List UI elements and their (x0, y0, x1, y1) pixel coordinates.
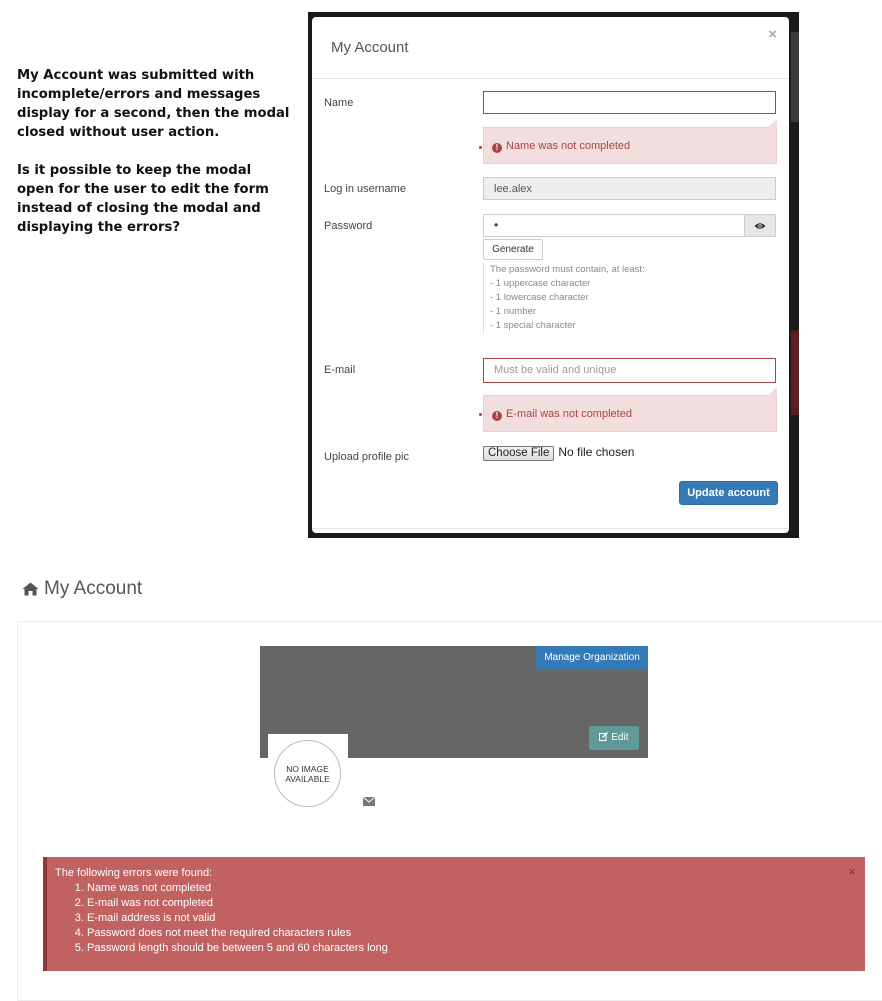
note-paragraph-1: My Account was submitted with incomplete/errors and messages display for a second, then the modal closed without user action. (17, 68, 290, 140)
error-item: 1. Name was not completed (87, 881, 865, 896)
email-label: E-mail (324, 364, 356, 376)
name-error-text: Name was not completed (506, 140, 631, 152)
modal-header (312, 17, 789, 79)
backdrop-strip (791, 32, 799, 122)
email-error-message (483, 395, 777, 432)
edit-label: Edit (611, 732, 629, 743)
modal-screenshot (308, 12, 799, 538)
error-bullet (479, 413, 482, 416)
file-upload-control (483, 445, 634, 461)
error-list (55, 881, 865, 956)
name-input[interactable] (483, 91, 776, 114)
page-title-text: My Account (44, 578, 143, 599)
name-error-message (483, 127, 777, 164)
toggle-password-visibility-button[interactable] (744, 214, 776, 237)
password-rule: - 1 lowercase character (490, 292, 589, 303)
error-alert (43, 857, 865, 971)
my-account-modal (312, 17, 789, 533)
password-rule: - 1 uppercase character (490, 278, 591, 289)
alert-title: The following errors were found: (55, 867, 213, 879)
error-item: 4. Password does not meet the required characters rules (87, 926, 865, 941)
note-paragraph-2: Is it possible to keep the modal open for the user to edit the form instead of closing the modal and displaying the errors? (17, 163, 269, 235)
envelope-icon[interactable] (363, 797, 375, 806)
edit-icon (599, 732, 608, 741)
password-field-group (483, 214, 776, 237)
avatar-text-line: AVAILABLE (285, 773, 330, 784)
email-error-text: E-mail was not completed (506, 408, 632, 420)
generate-password-button[interactable]: Generate (483, 239, 543, 260)
avatar (274, 740, 341, 807)
name-label: Name (324, 97, 354, 109)
password-rule: - 1 special character (490, 320, 576, 331)
modal-footer-divider (312, 528, 789, 529)
avatar-text-line: NO IMAGE (286, 763, 329, 774)
annotation-note (17, 66, 292, 237)
password-input[interactable]: • (483, 214, 745, 237)
error-item: 2. E-mail was not completed (87, 896, 865, 911)
upload-label: Upload profile pic (324, 451, 409, 463)
error-item: 5. Password length should be between 5 and 60 characters long (87, 941, 865, 956)
no-file-text: No file chosen (558, 445, 635, 459)
exclamation-circle-icon: ! (492, 143, 502, 153)
choose-file-button[interactable]: Choose File (483, 446, 554, 461)
manage-organization-button[interactable]: Manage Organization (536, 646, 648, 669)
error-item: 3. E-mail address is not valid (87, 911, 865, 926)
error-bullet (479, 146, 482, 149)
avatar-container (268, 734, 348, 812)
backdrop-strip (791, 330, 799, 415)
page-title (22, 578, 142, 600)
modal-close-button[interactable]: × (768, 26, 777, 43)
username-label: Log in username (324, 183, 406, 195)
password-rule: - 1 number (490, 306, 536, 317)
alert-close-button[interactable]: × (848, 864, 856, 879)
home-icon (22, 582, 39, 596)
edit-cover-button[interactable] (589, 726, 639, 750)
password-rules (483, 263, 645, 333)
eye-icon (754, 222, 766, 230)
email-placeholder: Must be valid and unique (494, 364, 617, 376)
username-field: lee.alex (483, 177, 776, 200)
email-input[interactable] (483, 358, 776, 383)
modal-title: My Account (331, 39, 409, 56)
password-rule: The password must contain, at least: (490, 264, 645, 275)
update-account-button[interactable]: Update account (679, 481, 778, 505)
exclamation-circle-icon: ! (492, 411, 502, 421)
password-label: Password (324, 220, 373, 232)
